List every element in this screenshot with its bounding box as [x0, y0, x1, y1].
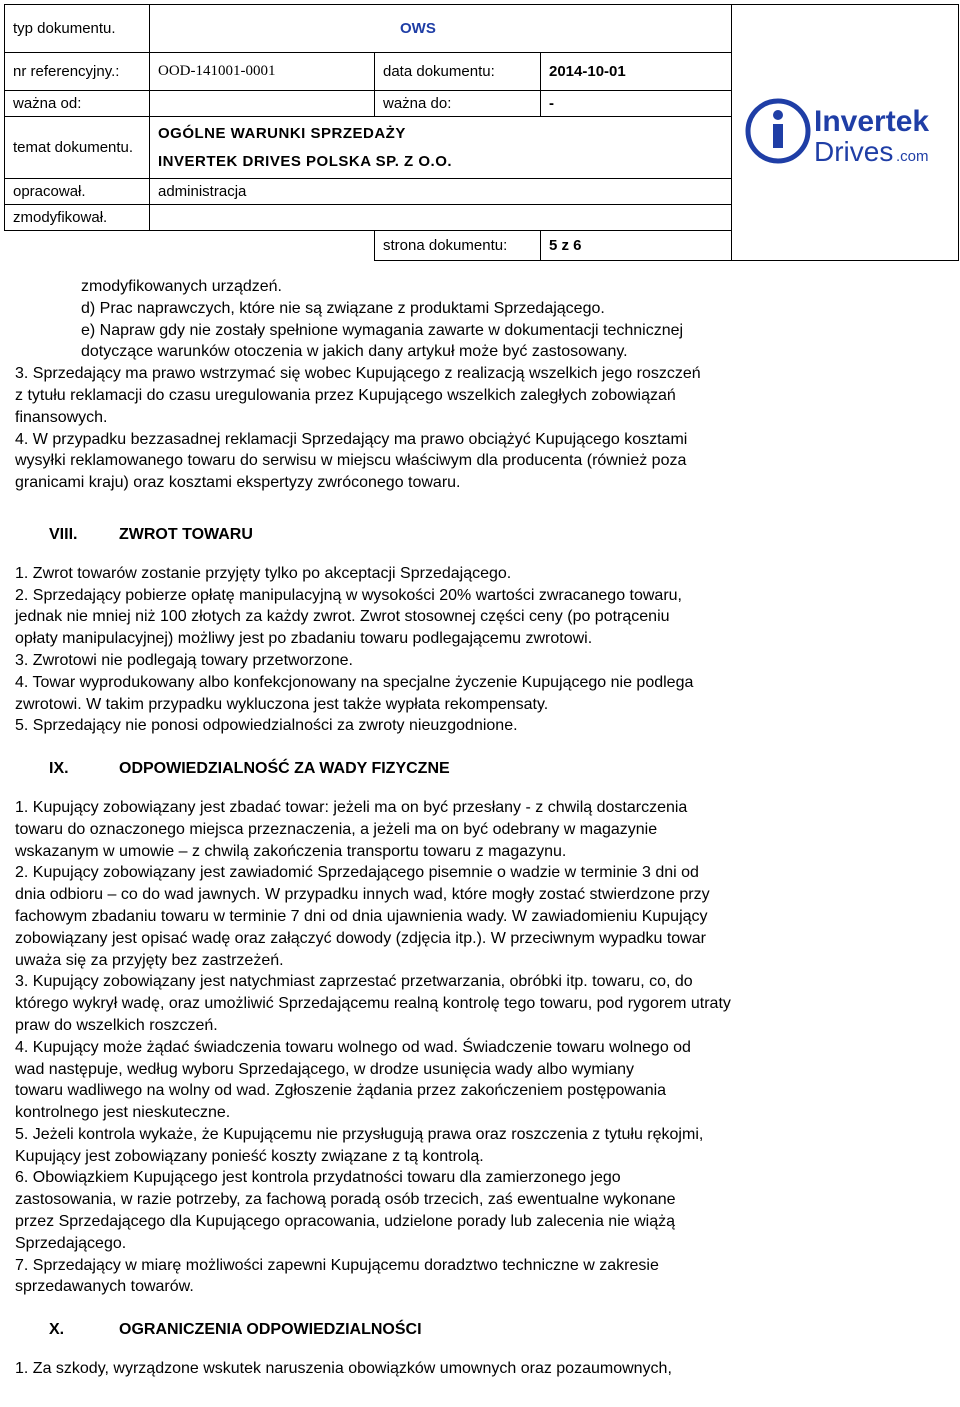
blank-cell [5, 231, 375, 261]
subject-line1: OGÓLNE WARUNKI SPRZEDAŻY [158, 124, 406, 142]
paragraph: z tytułu reklamacji do czasu uregulowania przez Kupującego wszelkich zaległych zobowiązań [15, 386, 676, 404]
section-number: X. [49, 1321, 65, 1339]
paragraph: towaru wadliwego na wolny od wad. Zgłoszenie żądania przez zakończeniem postępowania [15, 1082, 667, 1100]
company-logo [732, 5, 959, 261]
paragraph: 5. Jeżeli kontrola wykaże, że Kupującemu nie przysługują prawa oraz roszczenia z tytułu rękojmi, [15, 1125, 704, 1143]
section-heading [15, 1319, 885, 1341]
paragraph: uważa się za przyjęty bez zastrzeżeń. [15, 951, 284, 969]
section-number: IX. [49, 760, 69, 778]
paragraph: 3. Sprzedający ma prawo wstrzymać się wobec Kupującego z realizacją wszelkich jego roszczeń [15, 365, 701, 383]
paragraph: zwrotowi. W takim przypadku wykluczona jest także wypłata rekompensaty. [15, 695, 549, 713]
paragraph: zobowiązany jest opisać wadę oraz załączyć dowody (zdjęcia itp.). W przeciwnym wypadku towar [15, 929, 706, 947]
paragraph: 3. Zwrotowi nie podlegają towary przetworzone. [15, 651, 353, 669]
paragraph: 3. Kupujący zobowiązany jest natychmiast zaprzestać przetwarzania, obróbki itp. towaru, co, do [15, 973, 693, 991]
paragraph: przez Sprzedającego dla Kupującego opracowania, udzielone porady lub zalecenia nie wiążą [15, 1213, 675, 1231]
paragraph: 1. Zwrot towarów zostanie przyjęty tylko po akceptacji Sprzedającego. [15, 564, 512, 582]
paragraph: wad następuje, według wyboru Sprzedającego, w drodze usunięcia wady albo wymiany [15, 1060, 635, 1078]
document-body [15, 276, 885, 1380]
logo-suffix: .com [896, 147, 929, 165]
modified-label: zmodyfikował. [5, 205, 150, 231]
paragraph: 2. Sprzedający pobierze opłatę manipulacyjną w wysokości 20% wartości zwracanego towaru, [15, 586, 682, 604]
ref-value: OOD-141001-0001 [150, 53, 375, 91]
valid-from-value [150, 91, 375, 117]
modified-value [150, 205, 732, 231]
date-value: 2014-10-01 [541, 53, 732, 91]
subject-label: temat dokumentu. [5, 117, 150, 179]
paragraph: 7. Sprzedający w miarę możliwości zapewni Kupującemu doradztwo techniczne w zakresie [15, 1256, 659, 1274]
paragraph: 4. W przypadku bezzasadnej reklamacji Sprzedający ma prawo obciążyć Kupującego kosztami [15, 430, 688, 448]
page-label: strona dokumentu: [375, 231, 541, 261]
document-header [4, 4, 958, 264]
paragraph: granicami kraju) oraz kosztami ekspertyzy zwróconego towaru. [15, 474, 461, 492]
section-title: ZWROT TOWARU [119, 525, 253, 543]
doc-type-label: typ dokumentu. [5, 5, 150, 53]
paragraph: praw do wszelkich roszczeń. [15, 1016, 218, 1034]
paragraph: 5. Sprzedający nie ponosi odpowiedzialności za zwroty nieuzgodnione. [15, 717, 518, 735]
paragraph: jednak nie mniej niż 100 złotych za każdy zwrot. Zwrot stosownej części ceny (po potrąceniu [15, 608, 670, 626]
valid-to-label: ważna do: [375, 91, 541, 117]
paragraph: e) Napraw gdy nie zostały spełnione wymagania zawarte w dokumentacji technicznej [81, 321, 684, 339]
date-label: data dokumentu: [375, 53, 541, 91]
valid-from-label: ważna od: [5, 91, 150, 117]
invertek-logo-icon [744, 91, 954, 171]
logo-line1: Invertek [814, 104, 930, 138]
paragraph: zmodyfikowanych urządzeń. [81, 278, 282, 295]
paragraph: 1. Kupujący zobowiązany jest zbadać towar: jeżeli ma on być przesłany - z chwilą dostarczenia [15, 798, 688, 816]
paragraph: d) Prac naprawczych, które nie są związane z produktami Sprzedającego. [81, 299, 605, 317]
paragraph: 6. Obowiązkiem Kupującego jest kontrola przydatności towaru dla zamierzonego jego [15, 1169, 621, 1187]
doc-type-value: OWS [150, 5, 732, 53]
prepared-value: administracja [150, 179, 732, 205]
paragraph: 2. Kupujący zobowiązany jest zawiadomić Sprzedającego pisemnie o wadzie w terminie 3 dni od [15, 864, 699, 882]
ref-label: nr referencyjny.: [5, 53, 150, 91]
paragraph: fachowym zbadaniu towaru w terminie 7 dni od dnia ujawnienia wady. W zawiadomieniu Kupujący [15, 907, 708, 925]
section-heading [15, 524, 885, 546]
section-number: VIII. [49, 525, 78, 543]
paragraph: dnia odbioru – co do wad jawnych. W przypadku innych wad, które mogły zostać stwierdzone przy [15, 886, 710, 904]
paragraph: kontrolnego jest nieskuteczne. [15, 1104, 231, 1122]
paragraph: Kupujący jest zobowiązany ponieść koszty związane z tą kontrolą. [15, 1147, 484, 1165]
page-value: 5 z 6 [541, 231, 732, 261]
section-heading [15, 758, 885, 780]
paragraph: opłaty manipulacyjnej) możliwy jest po zbadaniu towaru podlegającemu zwrotowi. [15, 630, 593, 648]
section-title: ODPOWIEDZIALNOŚĆ ZA WADY FIZYCZNE [119, 760, 450, 778]
paragraph: którego wykrył wadę, oraz umożliwić Sprzedającemu realną kontrolę tego towaru, pod rygorem utraty [15, 995, 731, 1013]
paragraph: sprzedawanych towarów. [15, 1278, 194, 1296]
paragraph: 4. Kupujący może żądać świadczenia towaru wolnego od wad. Świadczenie towaru wolnego od [15, 1038, 691, 1056]
paragraph: Sprzedającego. [15, 1234, 127, 1252]
subject-value [150, 117, 732, 179]
paragraph: 1. Za szkody, wyrządzone wskutek naruszenia obowiązków umownych oraz pozaumownych, [15, 1360, 672, 1378]
paragraph: zastosowania, w razie potrzeby, za fachową poradą osób trzecich, zaś ewentualne wykonane [15, 1191, 676, 1209]
paragraph: wysyłki reklamowanego towaru do serwisu w miejscu właściwym dla producenta (również poza [15, 452, 687, 470]
logo-line2: Drives [814, 135, 894, 167]
paragraph: finansowych. [15, 408, 108, 426]
subject-line2: INVERTEK DRIVES POLSKA SP. Z O.O. [158, 152, 453, 170]
valid-to-value: - [541, 91, 732, 117]
paragraph: 4. Towar wyprodukowany albo konfekcjonowany na specjalne życzenie Kupującego nie podlega [15, 673, 694, 691]
prepared-label: opracował. [5, 179, 150, 205]
paragraph: dotyczące warunków otoczenia w jakich dany artykuł może być zastosowany. [81, 343, 628, 361]
section-title: OGRANICZENIA ODPOWIEDZIALNOŚCI [119, 1321, 422, 1339]
paragraph: wskazanym w umowie – z chwilą zakończenia transportu towaru z magazynu. [15, 842, 567, 860]
paragraph: towaru do oznaczonego miejsca przeznaczenia, a jeżeli ma on być odebrany w magazynie [15, 820, 658, 838]
